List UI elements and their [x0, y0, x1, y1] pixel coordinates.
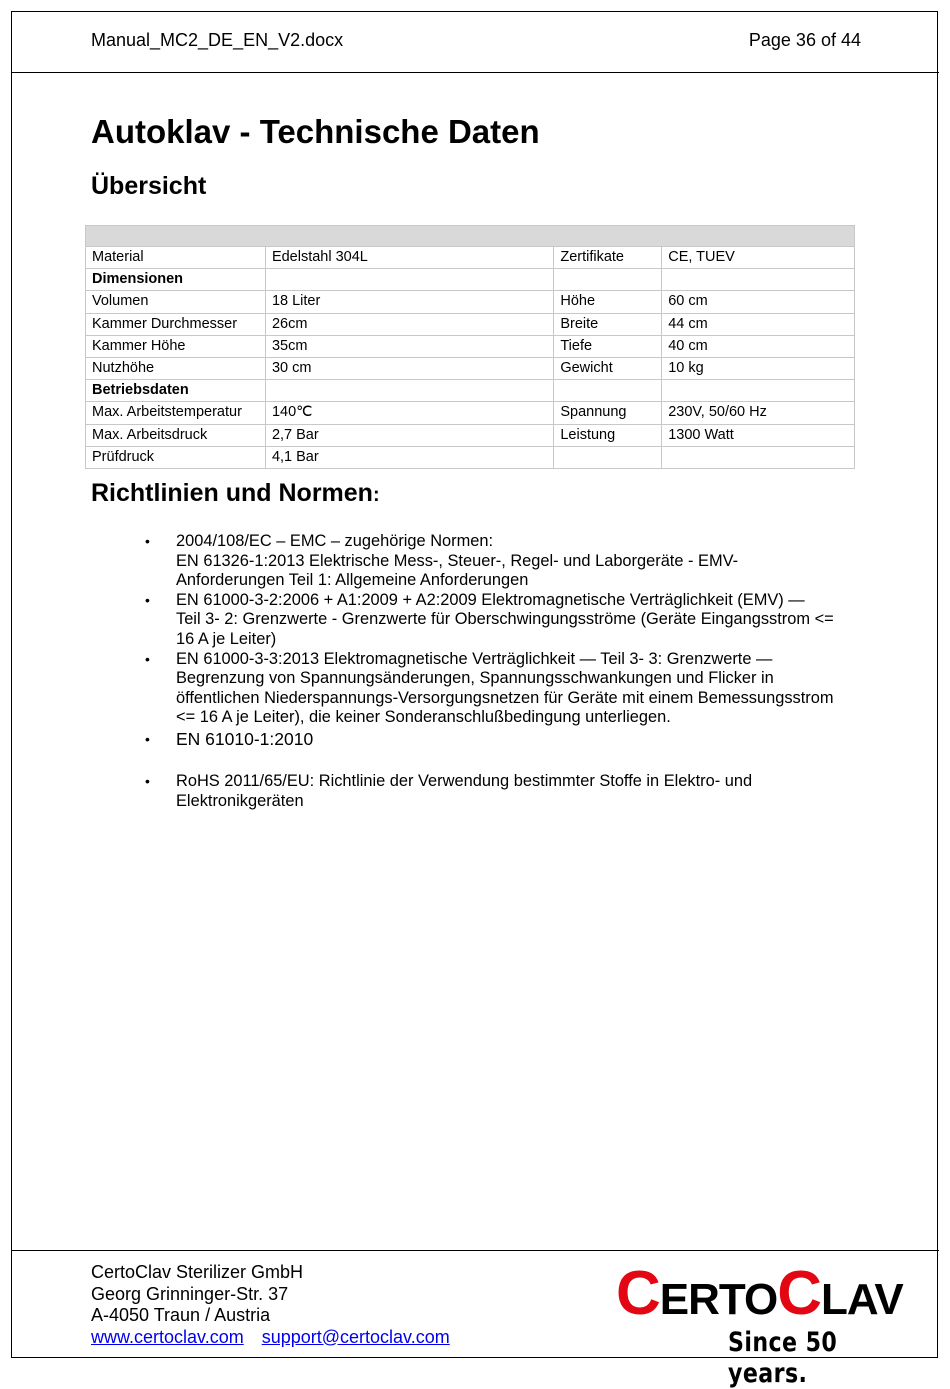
table-cell: Volumen: [86, 291, 266, 313]
company-links: [91, 1327, 450, 1349]
norm-line: EN 61010-1:2010: [176, 728, 314, 749]
table-cell: Edelstahl 304L: [265, 247, 553, 269]
table-cell: 40 cm: [662, 335, 855, 357]
footer-divider: [11, 1250, 939, 1251]
table-row: [86, 247, 855, 269]
list-item: [145, 649, 866, 728]
table-cell: Zertifikate: [554, 247, 662, 269]
norm-line: Teil 3- 2: Grenzwerte - Grenzwerte für Oberschwingungsströme (Geräte Eingangsstrom <=: [176, 610, 834, 629]
table-cell: Spannung: [554, 402, 662, 424]
bullet-icon: •: [145, 650, 150, 667]
table-row: [86, 357, 855, 379]
table-cell: [265, 380, 553, 402]
table-cell: 44 cm: [662, 313, 855, 335]
table-cell: 30 cm: [265, 357, 553, 379]
table-row: [86, 446, 855, 468]
table-cell: Material: [86, 247, 266, 269]
company-city: A-4050 Traun / Austria: [91, 1305, 271, 1325]
norm-line: <= 16 A je Leiter), die keiner Sonderanschlußbedingung unterliegen.: [176, 708, 671, 727]
norms-heading-colon: :: [372, 484, 380, 506]
list-item: [145, 728, 866, 750]
table-cell: 2,7 Bar: [265, 424, 553, 446]
table-section-row: [86, 269, 855, 291]
table-section-row: [86, 380, 855, 402]
table-header-cell: [86, 226, 855, 247]
table-cell: Max. Arbeitstemperatur: [86, 402, 266, 424]
table-cell: Prüfdruck: [86, 446, 266, 468]
document-filename: Manual_MC2_DE_EN_V2.docx: [91, 30, 344, 50]
table-cell: Gewicht: [554, 357, 662, 379]
table-cell: [554, 380, 662, 402]
table-cell: Höhe: [554, 291, 662, 313]
norms-heading: [91, 479, 380, 508]
email-link[interactable]: support@certoclav.com: [261, 1326, 450, 1347]
page-title: Autoklav - Technische Daten: [91, 113, 540, 150]
table-cell: [554, 269, 662, 291]
table-cell: Tiefe: [554, 335, 662, 357]
table-cell: Breite: [554, 313, 662, 335]
norm-line: EN 61326-1:2013 Elektrische Mess-, Steuer-, Regel- und Laborgeräte - EMV-: [176, 551, 739, 570]
table-section-label: Dimensionen: [86, 269, 266, 291]
table-cell: [662, 446, 855, 468]
table-cell: Kammer Durchmesser: [86, 313, 266, 335]
spec-table: [85, 225, 855, 469]
norm-line: Elektronikgeräten: [176, 791, 304, 810]
table-header-row: [86, 226, 855, 247]
logo-letters: ERTO: [659, 1275, 778, 1324]
logo-wordmark: [616, 1259, 921, 1328]
table-row: [86, 313, 855, 335]
table-section-label: Betriebsdaten: [86, 380, 266, 402]
table-cell: [662, 380, 855, 402]
table-cell: CE, TUEV: [662, 247, 855, 269]
table-cell: [554, 446, 662, 468]
norm-line: EN 61000-3-3:2013 Elektromagnetische Verträglichkeit — Teil 3- 3: Grenzwerte —: [176, 649, 773, 668]
table-cell: 35cm: [265, 335, 553, 357]
table-row: [86, 402, 855, 424]
table-cell: 60 cm: [662, 291, 855, 313]
table-cell: 230V, 50/60 Hz: [662, 402, 855, 424]
company-street: Georg Grinninger-Str. 37: [91, 1283, 289, 1304]
table-cell: 1300 Watt: [662, 424, 855, 446]
norm-line: öffentlichen Niederspannungs-Versorgungsnetzen für Geräte mit einem Bemessungsstrom: [176, 688, 834, 707]
table-row: [86, 335, 855, 357]
table-cell: 140℃: [265, 402, 553, 424]
table-cell: 4,1 Bar: [265, 446, 553, 468]
norm-line: EN 61000-3-2:2006 + A1:2009 + A2:2009 Elektromagnetische Verträglichkeit (EMV) —: [176, 590, 805, 609]
norms-list: [145, 532, 866, 811]
table-cell: 26cm: [265, 313, 553, 335]
norm-line: Anforderungen Teil 1: Allgemeine Anforderungen: [176, 571, 529, 590]
company-name: CertoClav Sterilizer GmbH: [91, 1262, 304, 1282]
norms-heading-text: Richtlinien und Normen: [91, 479, 373, 507]
table-cell: Kammer Höhe: [86, 335, 266, 357]
page-number: Page 36 of 44: [748, 30, 861, 50]
header-divider: [11, 72, 939, 73]
table-cell: 18 Liter: [265, 291, 553, 313]
norm-line: Begrenzung von Spannungsänderungen, Spannungsschwankungen und Flicker in: [176, 669, 774, 688]
table-cell: [662, 269, 855, 291]
table-cell: Max. Arbeitsdruck: [86, 424, 266, 446]
list-item: [145, 590, 866, 650]
table-cell: 10 kg: [662, 357, 855, 379]
bullet-icon: •: [145, 533, 150, 549]
norm-line: 16 A je Leiter): [176, 629, 277, 648]
norm-line: RoHS 2011/65/EU: Richtlinie der Verwendung bestimmter Stoffe in Elektro- und: [176, 771, 753, 790]
table-cell: [265, 269, 553, 291]
website-link[interactable]: www.certoclav.com: [91, 1326, 244, 1347]
logo-letter: C: [616, 1259, 660, 1328]
logo-letter: C: [777, 1259, 821, 1328]
table-cell: Leistung: [554, 424, 662, 446]
table-row: [86, 424, 855, 446]
company-address: [91, 1262, 450, 1348]
bullet-icon: •: [145, 591, 150, 608]
logo-letters: LAV: [821, 1275, 903, 1324]
bullet-icon: •: [145, 730, 150, 747]
list-item: [145, 532, 866, 591]
table-row: [86, 291, 855, 313]
table-cell: Nutzhöhe: [86, 357, 266, 379]
list-item: [145, 771, 866, 811]
overview-heading: Übersicht: [91, 172, 207, 200]
norm-line: 2004/108/EC – EMC – zugehörige Normen:: [176, 532, 494, 550]
logo-tagline: Since 50 years.: [728, 1327, 838, 1389]
bullet-icon: •: [145, 772, 150, 789]
certoclav-logo: [616, 1259, 921, 1389]
